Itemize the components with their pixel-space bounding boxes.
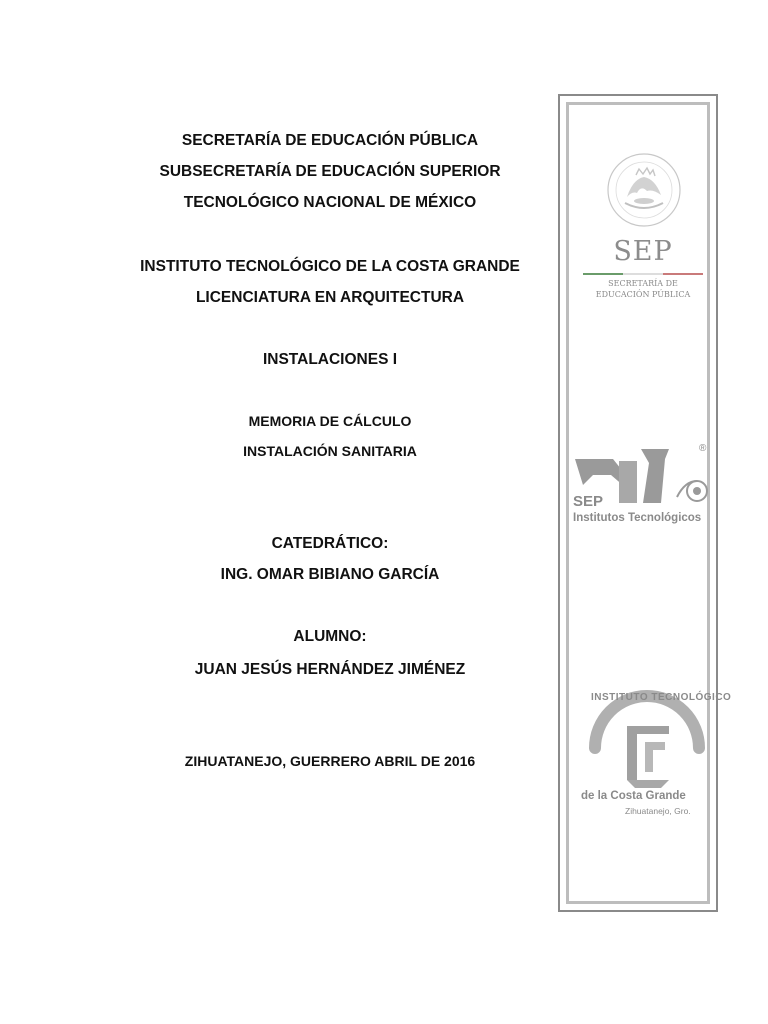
institutos-tecnologicos-logo xyxy=(573,445,719,535)
institution-name: INSTITUTO TECNOLÓGICO DE LA COSTA GRANDE xyxy=(140,258,520,275)
program-name: LICENCIATURA EN ARQUITECTURA xyxy=(195,289,465,306)
sidebar-panel xyxy=(569,105,732,901)
it-name-text: Institutos Tecnológicos xyxy=(573,512,702,524)
course-title: INSTALACIONES I xyxy=(262,351,398,368)
logo-sidebar xyxy=(558,94,732,912)
sep-wordmark: SEP xyxy=(613,236,673,267)
document-subject: INSTALACIÓN SANITARIA xyxy=(243,443,417,459)
sidebar-border xyxy=(566,102,732,904)
header-line-1: SECRETARÍA DE EDUCACIÓN PÚBLICA xyxy=(181,132,479,149)
itcg-city-text: Zihuatanejo, Gro. xyxy=(625,806,691,816)
document-type: MEMORIA DE CÁLCULO xyxy=(248,413,412,429)
student-label: ALUMNO: xyxy=(293,628,367,645)
header-line-3: TECNOLÓGICO NACIONAL DE MÉXICO xyxy=(183,194,477,211)
teacher-label: CATEDRÁTICO: xyxy=(271,535,389,552)
sep-logo xyxy=(579,236,707,299)
itcg-logo xyxy=(581,690,732,820)
itcg-place-text: de la Costa Grande xyxy=(581,790,686,802)
it-sep-text: SEP xyxy=(573,493,604,510)
sep-tricolor-rule xyxy=(583,273,703,275)
place-date: ZIHUATANEJO, GUERRERO ABRIL DE 2016 xyxy=(184,753,476,769)
sep-subtitle-2: EDUCACIÓN PÚBLICA xyxy=(595,290,691,299)
mexico-coat-of-arms-icon xyxy=(603,149,685,231)
sep-subtitle-1: SECRETARÍA DE xyxy=(608,279,678,288)
student-name: JUAN JESÚS HERNÁNDEZ JIMÉNEZ xyxy=(194,661,466,678)
itcg-arc-text: INSTITUTO TECNOLÓGICO xyxy=(591,692,732,703)
registered-mark: ® xyxy=(699,443,707,454)
teacher-name: ING. OMAR BIBIANO GARCÍA xyxy=(220,566,440,583)
header-line-2: SUBSECRETARÍA DE EDUCACIÓN SUPERIOR xyxy=(159,163,501,180)
